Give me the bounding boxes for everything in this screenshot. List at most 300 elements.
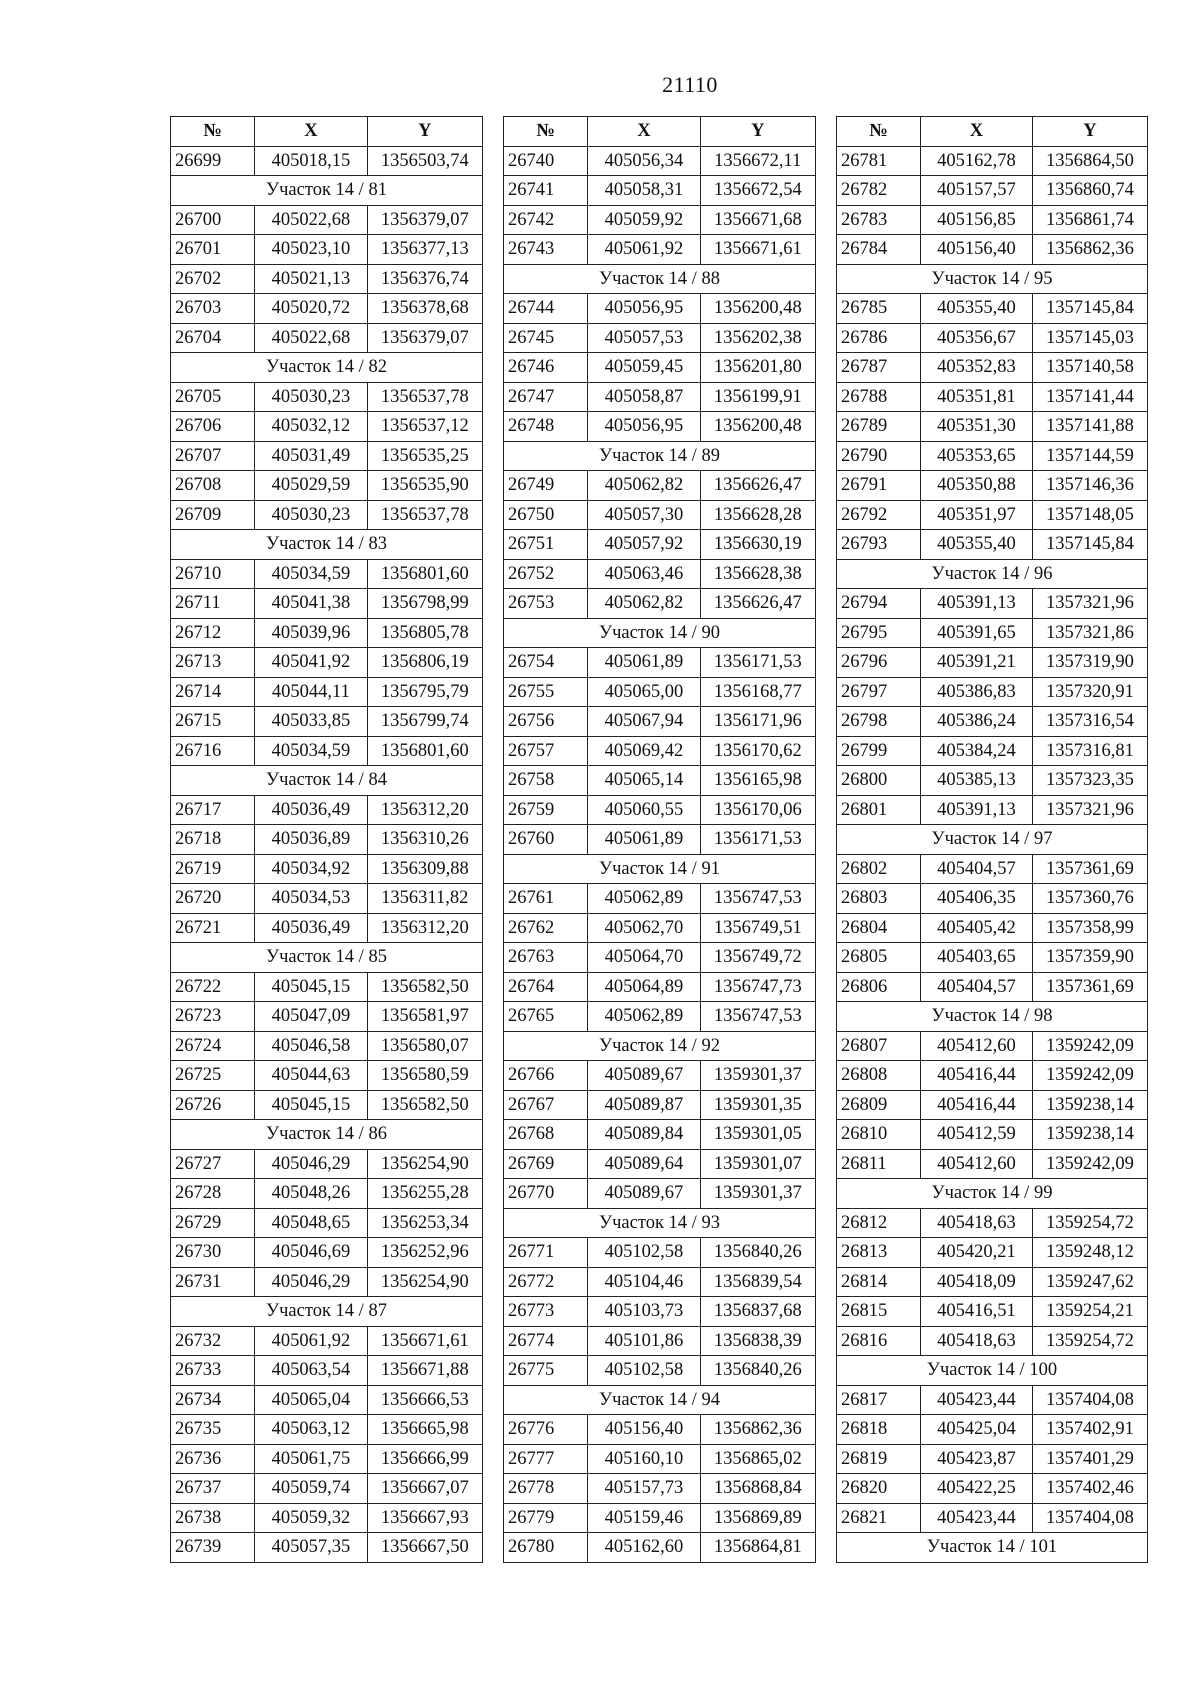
point-number: 26819 (837, 1444, 921, 1474)
table-row (837, 972, 1148, 1002)
table-row (837, 294, 1148, 324)
table-header-row (171, 117, 483, 147)
table-row (837, 441, 1148, 471)
x-coordinate: 405057,53 (588, 323, 700, 353)
x-coordinate: 405048,65 (255, 1208, 367, 1238)
point-number: 26805 (837, 943, 921, 973)
table-row (837, 382, 1148, 412)
y-coordinate: 1356801,60 (367, 559, 482, 589)
section-row (171, 176, 483, 206)
point-number: 26729 (171, 1208, 255, 1238)
point-number: 26779 (504, 1503, 588, 1533)
y-coordinate: 1357148,05 (1032, 500, 1147, 530)
header-x: X (255, 117, 367, 147)
y-coordinate: 1356171,53 (700, 825, 815, 855)
y-coordinate: 1357144,59 (1032, 441, 1147, 471)
y-coordinate: 1356168,77 (700, 677, 815, 707)
y-coordinate: 1356253,34 (367, 1208, 482, 1238)
y-coordinate: 1359242,09 (1032, 1031, 1147, 1061)
point-number: 26806 (837, 972, 921, 1002)
y-coordinate: 1356666,99 (367, 1444, 482, 1474)
point-number: 26749 (504, 471, 588, 501)
x-coordinate: 405422,25 (920, 1474, 1032, 1504)
x-coordinate: 405089,84 (588, 1120, 700, 1150)
point-number: 26786 (837, 323, 921, 353)
table-row (837, 235, 1148, 265)
x-coordinate: 405044,63 (255, 1061, 367, 1091)
point-number: 26754 (504, 648, 588, 678)
x-coordinate: 405102,58 (588, 1356, 700, 1386)
x-coordinate: 405046,58 (255, 1031, 367, 1061)
y-coordinate: 1359247,62 (1032, 1267, 1147, 1297)
section-title: Участок 14 / 90 (504, 618, 816, 648)
section-row (504, 441, 816, 471)
table-row (504, 1326, 816, 1356)
point-number: 26730 (171, 1238, 255, 1268)
table-row (171, 1267, 483, 1297)
table-row (504, 943, 816, 973)
table-row (171, 205, 483, 235)
x-coordinate: 405353,65 (920, 441, 1032, 471)
x-coordinate: 405391,65 (920, 618, 1032, 648)
point-number: 26782 (837, 176, 921, 206)
point-number: 26773 (504, 1297, 588, 1327)
x-coordinate: 405355,40 (920, 530, 1032, 560)
point-number: 26799 (837, 736, 921, 766)
x-coordinate: 405069,42 (588, 736, 700, 766)
point-number: 26699 (171, 146, 255, 176)
table-row (837, 500, 1148, 530)
point-number: 26803 (837, 884, 921, 914)
y-coordinate: 1357320,91 (1032, 677, 1147, 707)
point-number: 26751 (504, 530, 588, 560)
x-coordinate: 405032,12 (255, 412, 367, 442)
point-number: 26816 (837, 1326, 921, 1356)
x-coordinate: 405018,15 (255, 146, 367, 176)
table-row (837, 146, 1148, 176)
y-coordinate: 1356671,68 (700, 205, 815, 235)
header-y: Y (367, 117, 482, 147)
section-row (504, 618, 816, 648)
table-row (504, 1120, 816, 1150)
y-coordinate: 1356626,47 (700, 589, 815, 619)
table-row (171, 1002, 483, 1032)
table-row (504, 559, 816, 589)
point-number: 26792 (837, 500, 921, 530)
section-title: Участок 14 / 96 (837, 559, 1148, 589)
y-coordinate: 1356838,39 (700, 1326, 815, 1356)
point-number: 26790 (837, 441, 921, 471)
point-number: 26783 (837, 205, 921, 235)
section-row (171, 1297, 483, 1327)
x-coordinate: 405020,72 (255, 294, 367, 324)
y-coordinate: 1356626,47 (700, 471, 815, 501)
x-coordinate: 405416,51 (920, 1297, 1032, 1327)
x-coordinate: 405059,92 (588, 205, 700, 235)
coordinate-table-2 (503, 116, 816, 1563)
y-coordinate: 1356582,50 (367, 1090, 482, 1120)
y-coordinate: 1356199,91 (700, 382, 815, 412)
table-row (504, 1356, 816, 1386)
point-number: 26702 (171, 264, 255, 294)
header-y: Y (1032, 117, 1147, 147)
table-row (171, 559, 483, 589)
point-number: 26738 (171, 1503, 255, 1533)
table-row (504, 500, 816, 530)
table-row (504, 589, 816, 619)
point-number: 26733 (171, 1356, 255, 1386)
y-coordinate: 1357321,96 (1032, 795, 1147, 825)
table-row (171, 1179, 483, 1209)
point-number: 26726 (171, 1090, 255, 1120)
x-coordinate: 405064,89 (588, 972, 700, 1002)
header-num: № (171, 117, 255, 147)
table-row (837, 1326, 1148, 1356)
y-coordinate: 1357321,86 (1032, 618, 1147, 648)
x-coordinate: 405063,54 (255, 1356, 367, 1386)
table-row (171, 913, 483, 943)
table-row (504, 294, 816, 324)
y-coordinate: 1356806,19 (367, 648, 482, 678)
section-title: Участок 14 / 84 (171, 766, 483, 796)
y-coordinate: 1357316,54 (1032, 707, 1147, 737)
x-coordinate: 405034,53 (255, 884, 367, 914)
point-number: 26774 (504, 1326, 588, 1356)
header-y: Y (700, 117, 815, 147)
x-coordinate: 405418,63 (920, 1208, 1032, 1238)
y-coordinate: 1356202,38 (700, 323, 815, 353)
point-number: 26807 (837, 1031, 921, 1061)
point-number: 26820 (837, 1474, 921, 1504)
table-row (171, 1061, 483, 1091)
table-row (171, 235, 483, 265)
table-row (171, 146, 483, 176)
coordinate-table-3 (836, 116, 1148, 1563)
section-row (837, 1533, 1148, 1563)
point-number: 26765 (504, 1002, 588, 1032)
y-coordinate: 1357323,35 (1032, 766, 1147, 796)
point-number: 26712 (171, 618, 255, 648)
table-row (504, 736, 816, 766)
table-row (837, 854, 1148, 884)
y-coordinate: 1356799,74 (367, 707, 482, 737)
x-coordinate: 405059,32 (255, 1503, 367, 1533)
x-coordinate: 405062,89 (588, 1002, 700, 1032)
x-coordinate: 405160,10 (588, 1444, 700, 1474)
section-row (504, 1031, 816, 1061)
y-coordinate: 1356254,90 (367, 1149, 482, 1179)
table-row (504, 146, 816, 176)
table-row (504, 1061, 816, 1091)
y-coordinate: 1356671,88 (367, 1356, 482, 1386)
table-row (171, 471, 483, 501)
point-number: 26709 (171, 500, 255, 530)
table-row (837, 1090, 1148, 1120)
y-coordinate: 1357359,90 (1032, 943, 1147, 973)
table-row (504, 795, 816, 825)
point-number: 26775 (504, 1356, 588, 1386)
y-coordinate: 1356311,82 (367, 884, 482, 914)
y-coordinate: 1356671,61 (700, 235, 815, 265)
y-coordinate: 1356840,26 (700, 1238, 815, 1268)
y-coordinate: 1356312,20 (367, 913, 482, 943)
x-coordinate: 405044,11 (255, 677, 367, 707)
table-row (837, 1061, 1148, 1091)
x-coordinate: 405418,09 (920, 1267, 1032, 1297)
section-title: Участок 14 / 98 (837, 1002, 1148, 1032)
point-number: 26722 (171, 972, 255, 1002)
table-row (171, 854, 483, 884)
table-row (504, 884, 816, 914)
y-coordinate: 1359254,21 (1032, 1297, 1147, 1327)
point-number: 26760 (504, 825, 588, 855)
header-num: № (504, 117, 588, 147)
x-coordinate: 405103,73 (588, 1297, 700, 1327)
table-row (837, 736, 1148, 766)
x-coordinate: 405384,24 (920, 736, 1032, 766)
table-row (504, 1533, 816, 1563)
x-coordinate: 405423,44 (920, 1385, 1032, 1415)
point-number: 26758 (504, 766, 588, 796)
y-coordinate: 1356200,48 (700, 412, 815, 442)
point-number: 26727 (171, 1149, 255, 1179)
point-number: 26711 (171, 589, 255, 619)
x-coordinate: 405423,87 (920, 1444, 1032, 1474)
point-number: 26787 (837, 353, 921, 383)
point-number: 26817 (837, 1385, 921, 1415)
y-coordinate: 1356379,07 (367, 205, 482, 235)
table-row (171, 825, 483, 855)
section-row (171, 943, 483, 973)
y-coordinate: 1356170,62 (700, 736, 815, 766)
x-coordinate: 405101,86 (588, 1326, 700, 1356)
point-number: 26815 (837, 1297, 921, 1327)
table-row (504, 412, 816, 442)
table-row (171, 972, 483, 1002)
table-row (171, 795, 483, 825)
x-coordinate: 405021,13 (255, 264, 367, 294)
x-coordinate: 405034,59 (255, 559, 367, 589)
point-number: 26777 (504, 1444, 588, 1474)
section-row (171, 530, 483, 560)
y-coordinate: 1356376,74 (367, 264, 482, 294)
x-coordinate: 405062,89 (588, 884, 700, 914)
y-coordinate: 1356840,26 (700, 1356, 815, 1386)
table-row (837, 176, 1148, 206)
table-row (504, 530, 816, 560)
x-coordinate: 405405,42 (920, 913, 1032, 943)
x-coordinate: 405386,24 (920, 707, 1032, 737)
y-coordinate: 1356749,51 (700, 913, 815, 943)
x-coordinate: 405059,45 (588, 353, 700, 383)
table-row (171, 1149, 483, 1179)
y-coordinate: 1357145,03 (1032, 323, 1147, 353)
section-row (837, 825, 1148, 855)
table-row (837, 648, 1148, 678)
x-coordinate: 405041,38 (255, 589, 367, 619)
y-coordinate: 1356309,88 (367, 854, 482, 884)
y-coordinate: 1359242,09 (1032, 1061, 1147, 1091)
section-row (504, 1385, 816, 1415)
section-title: Участок 14 / 81 (171, 176, 483, 206)
x-coordinate: 405034,92 (255, 854, 367, 884)
y-coordinate: 1356805,78 (367, 618, 482, 648)
y-coordinate: 1359301,37 (700, 1061, 815, 1091)
section-row (171, 1120, 483, 1150)
section-title: Участок 14 / 86 (171, 1120, 483, 1150)
table-row (837, 884, 1148, 914)
x-coordinate: 405036,89 (255, 825, 367, 855)
point-number: 26706 (171, 412, 255, 442)
y-coordinate: 1357361,69 (1032, 972, 1147, 1002)
y-coordinate: 1356864,50 (1032, 146, 1147, 176)
point-number: 26732 (171, 1326, 255, 1356)
y-coordinate: 1356869,89 (700, 1503, 815, 1533)
table-row (504, 353, 816, 383)
table-row (171, 1208, 483, 1238)
table-row (837, 1208, 1148, 1238)
y-coordinate: 1356537,78 (367, 500, 482, 530)
table-row (171, 441, 483, 471)
x-coordinate: 405063,12 (255, 1415, 367, 1445)
point-number: 26705 (171, 382, 255, 412)
y-coordinate: 1356171,53 (700, 648, 815, 678)
y-coordinate: 1356255,28 (367, 1179, 482, 1209)
table-row (171, 677, 483, 707)
table-row (504, 677, 816, 707)
x-coordinate: 405156,40 (588, 1415, 700, 1445)
section-row (504, 1208, 816, 1238)
point-number: 26759 (504, 795, 588, 825)
table-header-row (504, 117, 816, 147)
table-row (171, 294, 483, 324)
y-coordinate: 1359301,35 (700, 1090, 815, 1120)
x-coordinate: 405057,35 (255, 1533, 367, 1563)
x-coordinate: 405412,60 (920, 1149, 1032, 1179)
point-number: 26756 (504, 707, 588, 737)
table-row (504, 1149, 816, 1179)
table-row (837, 1149, 1148, 1179)
point-number: 26795 (837, 618, 921, 648)
x-coordinate: 405089,64 (588, 1149, 700, 1179)
y-coordinate: 1356747,53 (700, 884, 815, 914)
y-coordinate: 1356837,68 (700, 1297, 815, 1327)
x-coordinate: 405061,89 (588, 648, 700, 678)
section-title: Участок 14 / 99 (837, 1179, 1148, 1209)
table-row (504, 176, 816, 206)
y-coordinate: 1356862,36 (1032, 235, 1147, 265)
x-coordinate: 405350,88 (920, 471, 1032, 501)
x-coordinate: 405061,92 (255, 1326, 367, 1356)
section-title: Участок 14 / 83 (171, 530, 483, 560)
x-coordinate: 405029,59 (255, 471, 367, 501)
table-row (171, 1356, 483, 1386)
point-number: 26704 (171, 323, 255, 353)
y-coordinate: 1356628,28 (700, 500, 815, 530)
y-coordinate: 1356672,54 (700, 176, 815, 206)
x-coordinate: 405022,68 (255, 323, 367, 353)
section-title: Участок 14 / 89 (504, 441, 816, 471)
y-coordinate: 1357145,84 (1032, 294, 1147, 324)
table-row (171, 884, 483, 914)
section-title: Участок 14 / 88 (504, 264, 816, 294)
y-coordinate: 1356747,73 (700, 972, 815, 1002)
y-coordinate: 1357358,99 (1032, 913, 1147, 943)
x-coordinate: 405412,60 (920, 1031, 1032, 1061)
x-coordinate: 405036,49 (255, 795, 367, 825)
y-coordinate: 1356865,02 (700, 1444, 815, 1474)
y-coordinate: 1357361,69 (1032, 854, 1147, 884)
table-row (837, 1415, 1148, 1445)
y-coordinate: 1359242,09 (1032, 1149, 1147, 1179)
y-coordinate: 1359254,72 (1032, 1326, 1147, 1356)
y-coordinate: 1356503,74 (367, 146, 482, 176)
point-number: 26748 (504, 412, 588, 442)
point-number: 26755 (504, 677, 588, 707)
table-row (171, 1031, 483, 1061)
point-number: 26776 (504, 1415, 588, 1445)
table-row (837, 943, 1148, 973)
section-title: Участок 14 / 85 (171, 943, 483, 973)
x-coordinate: 405420,21 (920, 1238, 1032, 1268)
y-coordinate: 1357146,36 (1032, 471, 1147, 501)
table-header-row (837, 117, 1148, 147)
y-coordinate: 1356535,90 (367, 471, 482, 501)
point-number: 26710 (171, 559, 255, 589)
x-coordinate: 405030,23 (255, 500, 367, 530)
page-number: 21110 (662, 72, 718, 97)
table-row (504, 707, 816, 737)
table-row (837, 707, 1148, 737)
point-number: 26745 (504, 323, 588, 353)
table-row (837, 677, 1148, 707)
table-row (504, 1179, 816, 1209)
header-x: X (588, 117, 700, 147)
x-coordinate: 405045,15 (255, 1090, 367, 1120)
y-coordinate: 1356580,07 (367, 1031, 482, 1061)
table-row (837, 205, 1148, 235)
table-row (837, 1474, 1148, 1504)
table-row (171, 618, 483, 648)
point-number: 26753 (504, 589, 588, 619)
point-number: 26780 (504, 1533, 588, 1563)
x-coordinate: 405351,30 (920, 412, 1032, 442)
y-coordinate: 1356860,74 (1032, 176, 1147, 206)
table-row (504, 766, 816, 796)
point-number: 26743 (504, 235, 588, 265)
section-title: Участок 14 / 93 (504, 1208, 816, 1238)
y-coordinate: 1356747,53 (700, 1002, 815, 1032)
x-coordinate: 405046,29 (255, 1149, 367, 1179)
point-number: 26719 (171, 854, 255, 884)
point-number: 26802 (837, 854, 921, 884)
y-coordinate: 1356580,59 (367, 1061, 482, 1091)
header-x: X (920, 117, 1032, 147)
point-number: 26771 (504, 1238, 588, 1268)
table-row (504, 1090, 816, 1120)
y-coordinate: 1357140,58 (1032, 353, 1147, 383)
point-number: 26809 (837, 1090, 921, 1120)
point-number: 26767 (504, 1090, 588, 1120)
y-coordinate: 1356801,60 (367, 736, 482, 766)
x-coordinate: 405391,21 (920, 648, 1032, 678)
point-number: 26737 (171, 1474, 255, 1504)
point-number: 26778 (504, 1474, 588, 1504)
y-coordinate: 1356861,74 (1032, 205, 1147, 235)
table-row (837, 618, 1148, 648)
point-number: 26785 (837, 294, 921, 324)
table-row (504, 825, 816, 855)
